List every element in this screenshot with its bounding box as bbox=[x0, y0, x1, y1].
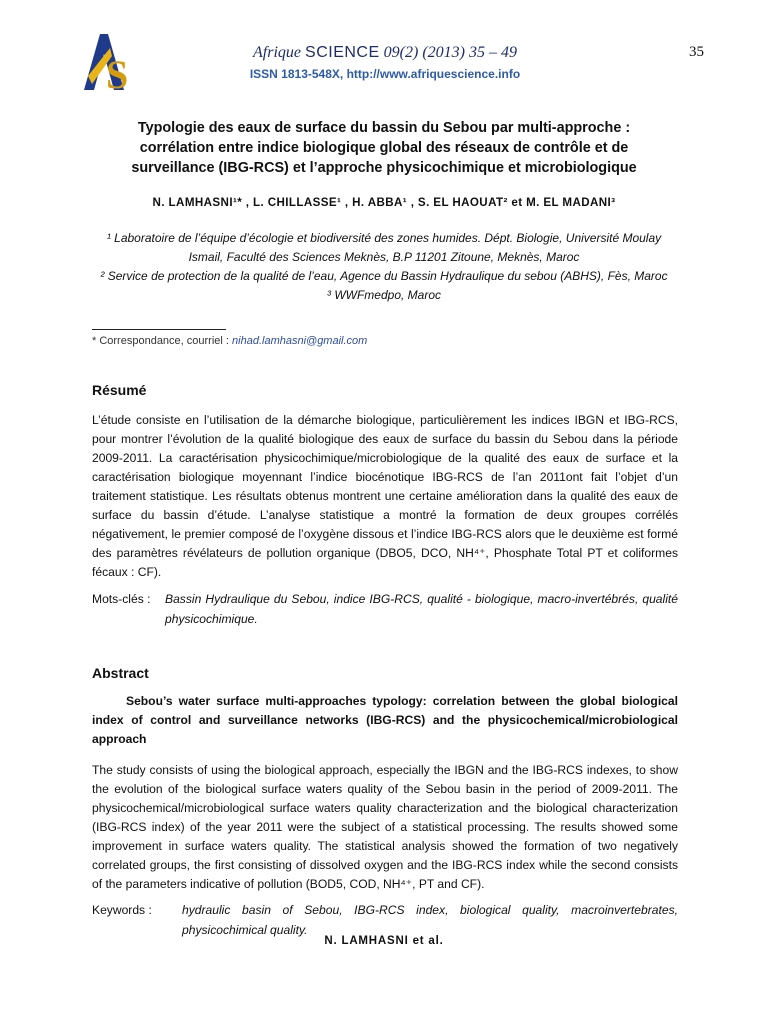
journal-science: SCIENCE bbox=[305, 44, 380, 61]
footnote-label: * Correspondance, courriel : bbox=[92, 335, 229, 347]
resume-paragraph: L’étude consiste en l’utilisation de la démarche biologique, particulièrement les indices IBGN et IBG-RCS, pour montrer l’évolution de la qualité biologique des eaux de surface du bassin du Sebou dans la période 2009-2011. La caractérisation physicochimique/microbiologique de la qualité des eaux de surface et la caractérisation biologique moyennant l’indice biocénotique IBG-RCS de l’an 2011ont fait l’objet d’un traitement statistique. Les résultats obtenus montrent une certaine amélioration dans la qualité des eaux de surface du bassin d’étude. L’analyse statistique a montré la formation de deux groupes corrélés négativement, le premier composé de l’oxygène dissous et l’indice IBG-RCS alors que le deuxième est formé des paramètres révélateurs de pollution organique (DBO5, DCO, NH⁴⁺, Phosphate Total PT et coliformes fécaux : CF). bbox=[92, 413, 678, 579]
footnote-divider bbox=[92, 329, 226, 330]
running-footer: N. LAMHASNI et al. bbox=[324, 935, 444, 947]
journal-name: Afrique bbox=[253, 44, 302, 61]
keywords-text: hydraulic basin of Sebou, IBG-RCS index, biological quality, macroinvertebrates, physicochimical quality. bbox=[182, 903, 678, 937]
journal-issue: 09(2) (2013) 35 – 49 bbox=[383, 44, 517, 61]
page-number: 35 bbox=[689, 44, 704, 60]
mots-cles-label: Mots-clés : bbox=[92, 592, 151, 606]
svg-text:S: S bbox=[106, 52, 129, 94]
affiliations bbox=[90, 229, 678, 305]
abstract-title: Sebou’s water surface multi-approaches typology: correlation between the global biological index of control and surveillance networks (IBG-RCS) and the physicochemical/microbiological approach bbox=[92, 694, 678, 746]
journal-citation bbox=[150, 44, 620, 62]
abstract-heading: Abstract bbox=[92, 665, 149, 681]
issn-line[interactable]: ISSN 1813-548X, http://www.afriquescience.info bbox=[249, 67, 521, 81]
affiliation-2: ² Service de protection de la qualité de l’eau, Agence du Bassin Hydraulique du sebou (ABHS), Fès, Maroc bbox=[100, 269, 668, 283]
journal-logo bbox=[80, 30, 140, 94]
keywords-label: Keywords : bbox=[92, 903, 152, 917]
article-title: Typologie des eaux de surface du bassin du Sebou par multi-approche : corrélation entre indice biologique global des réseaux de contrôle et de surveillance (IBG-RCS) et l’approche physicochimique et microbiologique bbox=[131, 120, 637, 176]
resume-heading: Résumé bbox=[92, 382, 147, 398]
mots-cles-text: Bassin Hydraulique du Sebou, indice IBG-RCS, qualité - biologique, macro-invertébrés, qualité physicochimique. bbox=[165, 592, 678, 626]
mots-cles bbox=[92, 589, 678, 629]
correspondence-footnote bbox=[92, 335, 367, 347]
affiliation-1: ¹ Laboratoire de l’équipe d’écologie et biodiversité des zones humides. Dépt. Biologie, Université Moulay Ismail, Faculté des Sciences Meknès, B.P 11201 Zitoune, Meknès, Maroc bbox=[106, 231, 662, 264]
keywords bbox=[92, 900, 678, 940]
affiliation-3: ³ WWFmedpo, Maroc bbox=[326, 288, 441, 302]
author-list: N. LAMHASNI¹* , L. CHILLASSE¹ , H. ABBA¹ , S. EL HAOUAT² et M. EL MADANI³ bbox=[152, 196, 616, 209]
footnote-email-link[interactable]: nihad.lamhasni@gmail.com bbox=[232, 335, 368, 347]
abstract-paragraph: The study consists of using the biological approach, especially the IBGN and the IBG-RCS indexes, to show the evolution of the biological surface waters quality of the Sebou basin in the period of 2009-2011. The physicochemical/microbiological surface waters quality characterization and the biological characterization (IBG-RCS index) of the year 2011 were the subject of a statistical processing. The results showed some improvement in surface waters quality. The statistical analysis showed the formation of two negatively correlated groups, the first consisting of dissolved oxygen and the IBG-RCS index while the second consists of the parameters indicative of pollution (BOD5, COD, NH⁴⁺, PT and CF). bbox=[92, 763, 678, 891]
